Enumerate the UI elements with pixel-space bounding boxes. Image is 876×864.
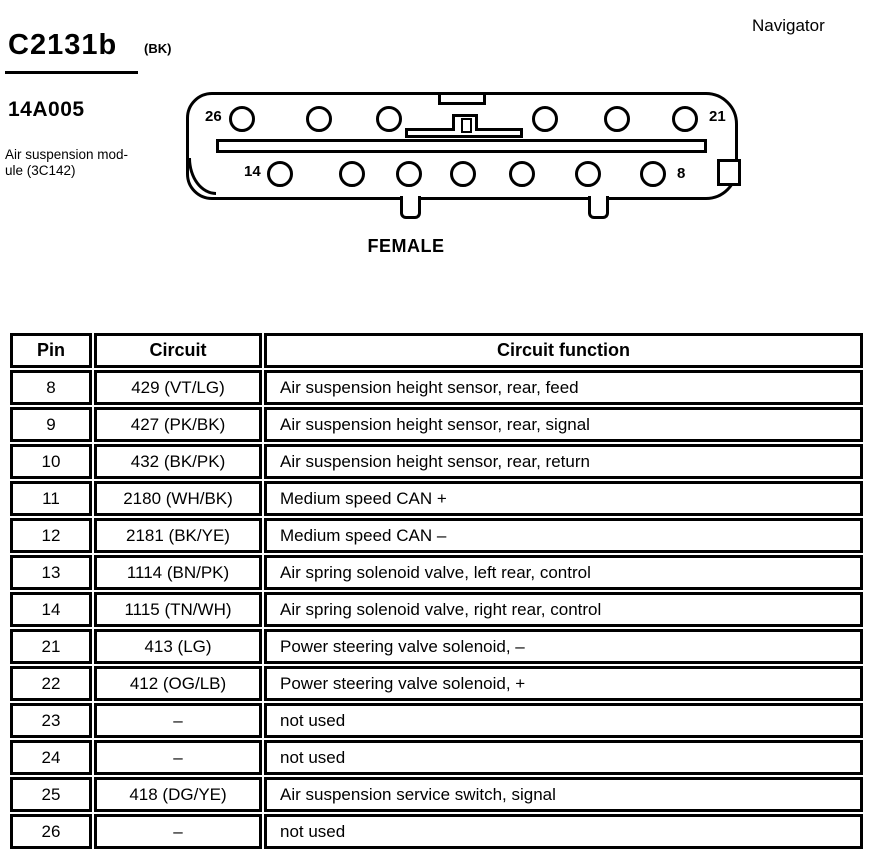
circuit-cell: 1115 (TN/WH) — [94, 592, 262, 627]
connector-inner-corner-line — [188, 158, 216, 195]
connector-color-code: (BK) — [144, 41, 172, 56]
pin-cell: 22 — [10, 666, 92, 701]
pin-cell: 12 — [10, 518, 92, 553]
pinout-row-pin-14 — [10, 592, 863, 627]
column-header-circuit: Circuit — [94, 333, 262, 368]
pinout-row-pin-9 — [10, 407, 863, 442]
pin-cell: 9 — [10, 407, 92, 442]
connector-key-slot — [461, 118, 472, 133]
connector-middle-slot — [216, 139, 707, 153]
pinout-row-pin-25 — [10, 777, 863, 812]
circuit-cell: 418 (DG/YE) — [94, 777, 262, 812]
pinout-row-pin-12 — [10, 518, 863, 553]
circuit-function-cell: Air spring solenoid valve, right rear, control — [264, 592, 863, 627]
pinout-row-pin-8 — [10, 370, 863, 405]
circuit-function-cell: not used — [264, 814, 863, 849]
pin-label-26: 26 — [205, 108, 222, 125]
connector-bottom-tab — [400, 196, 421, 219]
circuit-cell: 2180 (WH/BK) — [94, 481, 262, 516]
pin-hole-top-row — [672, 106, 698, 132]
connector-id: C2131b — [8, 29, 118, 61]
pin-hole-bottom-row — [575, 161, 601, 187]
circuit-cell: 427 (PK/BK) — [94, 407, 262, 442]
circuit-function-cell: Medium speed CAN + — [264, 481, 863, 516]
vehicle-name: Navigator — [752, 16, 825, 35]
circuit-cell: 429 (VT/LG) — [94, 370, 262, 405]
pin-cell: 8 — [10, 370, 92, 405]
pinout-row-pin-24 — [10, 740, 863, 775]
pinout-row-pin-13 — [10, 555, 863, 590]
connector-right-notch — [717, 159, 741, 186]
pinout-row-pin-26 — [10, 814, 863, 849]
pin-cell: 13 — [10, 555, 92, 590]
pinout-row-pin-23 — [10, 703, 863, 738]
pinout-row-pin-11 — [10, 481, 863, 516]
pin-label-8: 8 — [677, 165, 686, 182]
circuit-function-cell: Air suspension height sensor, rear, signal — [264, 407, 863, 442]
circuit-cell: – — [94, 814, 262, 849]
circuit-cell: 432 (BK/PK) — [94, 444, 262, 479]
circuit-cell: 2181 (BK/YE) — [94, 518, 262, 553]
circuit-function-cell: Medium speed CAN – — [264, 518, 863, 553]
component-name-line2: ule (3C142) — [5, 163, 76, 178]
circuit-function-cell: Air suspension service switch, signal — [264, 777, 863, 812]
pin-hole-top-row — [306, 106, 332, 132]
pin-cell: 23 — [10, 703, 92, 738]
pin-cell: 14 — [10, 592, 92, 627]
circuit-function-cell: Power steering valve solenoid, + — [264, 666, 863, 701]
pin-hole-top-row — [604, 106, 630, 132]
connector-bottom-tab — [588, 196, 609, 219]
connector-top-tab — [438, 92, 486, 105]
pin-hole-bottom-row — [509, 161, 535, 187]
pinout-table-container — [8, 331, 865, 851]
circuit-function-cell: Air suspension height sensor, rear, feed — [264, 370, 863, 405]
circuit-cell: – — [94, 703, 262, 738]
connector-gender-label: FEMALE — [367, 236, 445, 256]
circuit-function-cell: Power steering valve solenoid, – — [264, 629, 863, 664]
circuit-cell: 412 (OG/LB) — [94, 666, 262, 701]
pin-hole-bottom-row — [267, 161, 293, 187]
pin-cell: 24 — [10, 740, 92, 775]
pin-hole-bottom-row — [450, 161, 476, 187]
pin-hole-top-row — [532, 106, 558, 132]
pin-cell: 10 — [10, 444, 92, 479]
circuit-function-cell: not used — [264, 740, 863, 775]
pin-hole-top-row — [229, 106, 255, 132]
circuit-function-cell: Air suspension height sensor, rear, return — [264, 444, 863, 479]
circuit-function-cell: Air spring solenoid valve, left rear, control — [264, 555, 863, 590]
pinout-table — [8, 331, 865, 851]
component-name — [5, 147, 128, 179]
pin-hole-bottom-row — [339, 161, 365, 187]
pinout-table-head — [10, 333, 863, 368]
pinout-row-pin-21 — [10, 629, 863, 664]
pin-hole-bottom-row — [640, 161, 666, 187]
pin-label-14: 14 — [244, 163, 261, 180]
pin-hole-top-row — [376, 106, 402, 132]
component-name-line1: Air suspension mod- — [5, 147, 129, 162]
pin-hole-bottom-row — [396, 161, 422, 187]
pinout-row-pin-22 — [10, 666, 863, 701]
pinout-row-pin-10 — [10, 444, 863, 479]
pin-cell: 21 — [10, 629, 92, 664]
pin-cell: 26 — [10, 814, 92, 849]
pin-label-21: 21 — [709, 108, 726, 125]
connector-id-underline — [5, 71, 138, 74]
column-header-circuit-function: Circuit function — [264, 333, 863, 368]
circuit-function-cell: not used — [264, 703, 863, 738]
column-header-pin: Pin — [10, 333, 92, 368]
pinout-table-body — [10, 370, 863, 849]
pin-cell: 11 — [10, 481, 92, 516]
circuit-cell: 413 (LG) — [94, 629, 262, 664]
pin-cell: 25 — [10, 777, 92, 812]
connector-face-diagram — [186, 92, 738, 200]
circuit-cell: 1114 (BN/PK) — [94, 555, 262, 590]
part-number: 14A005 — [8, 98, 85, 121]
circuit-cell: – — [94, 740, 262, 775]
